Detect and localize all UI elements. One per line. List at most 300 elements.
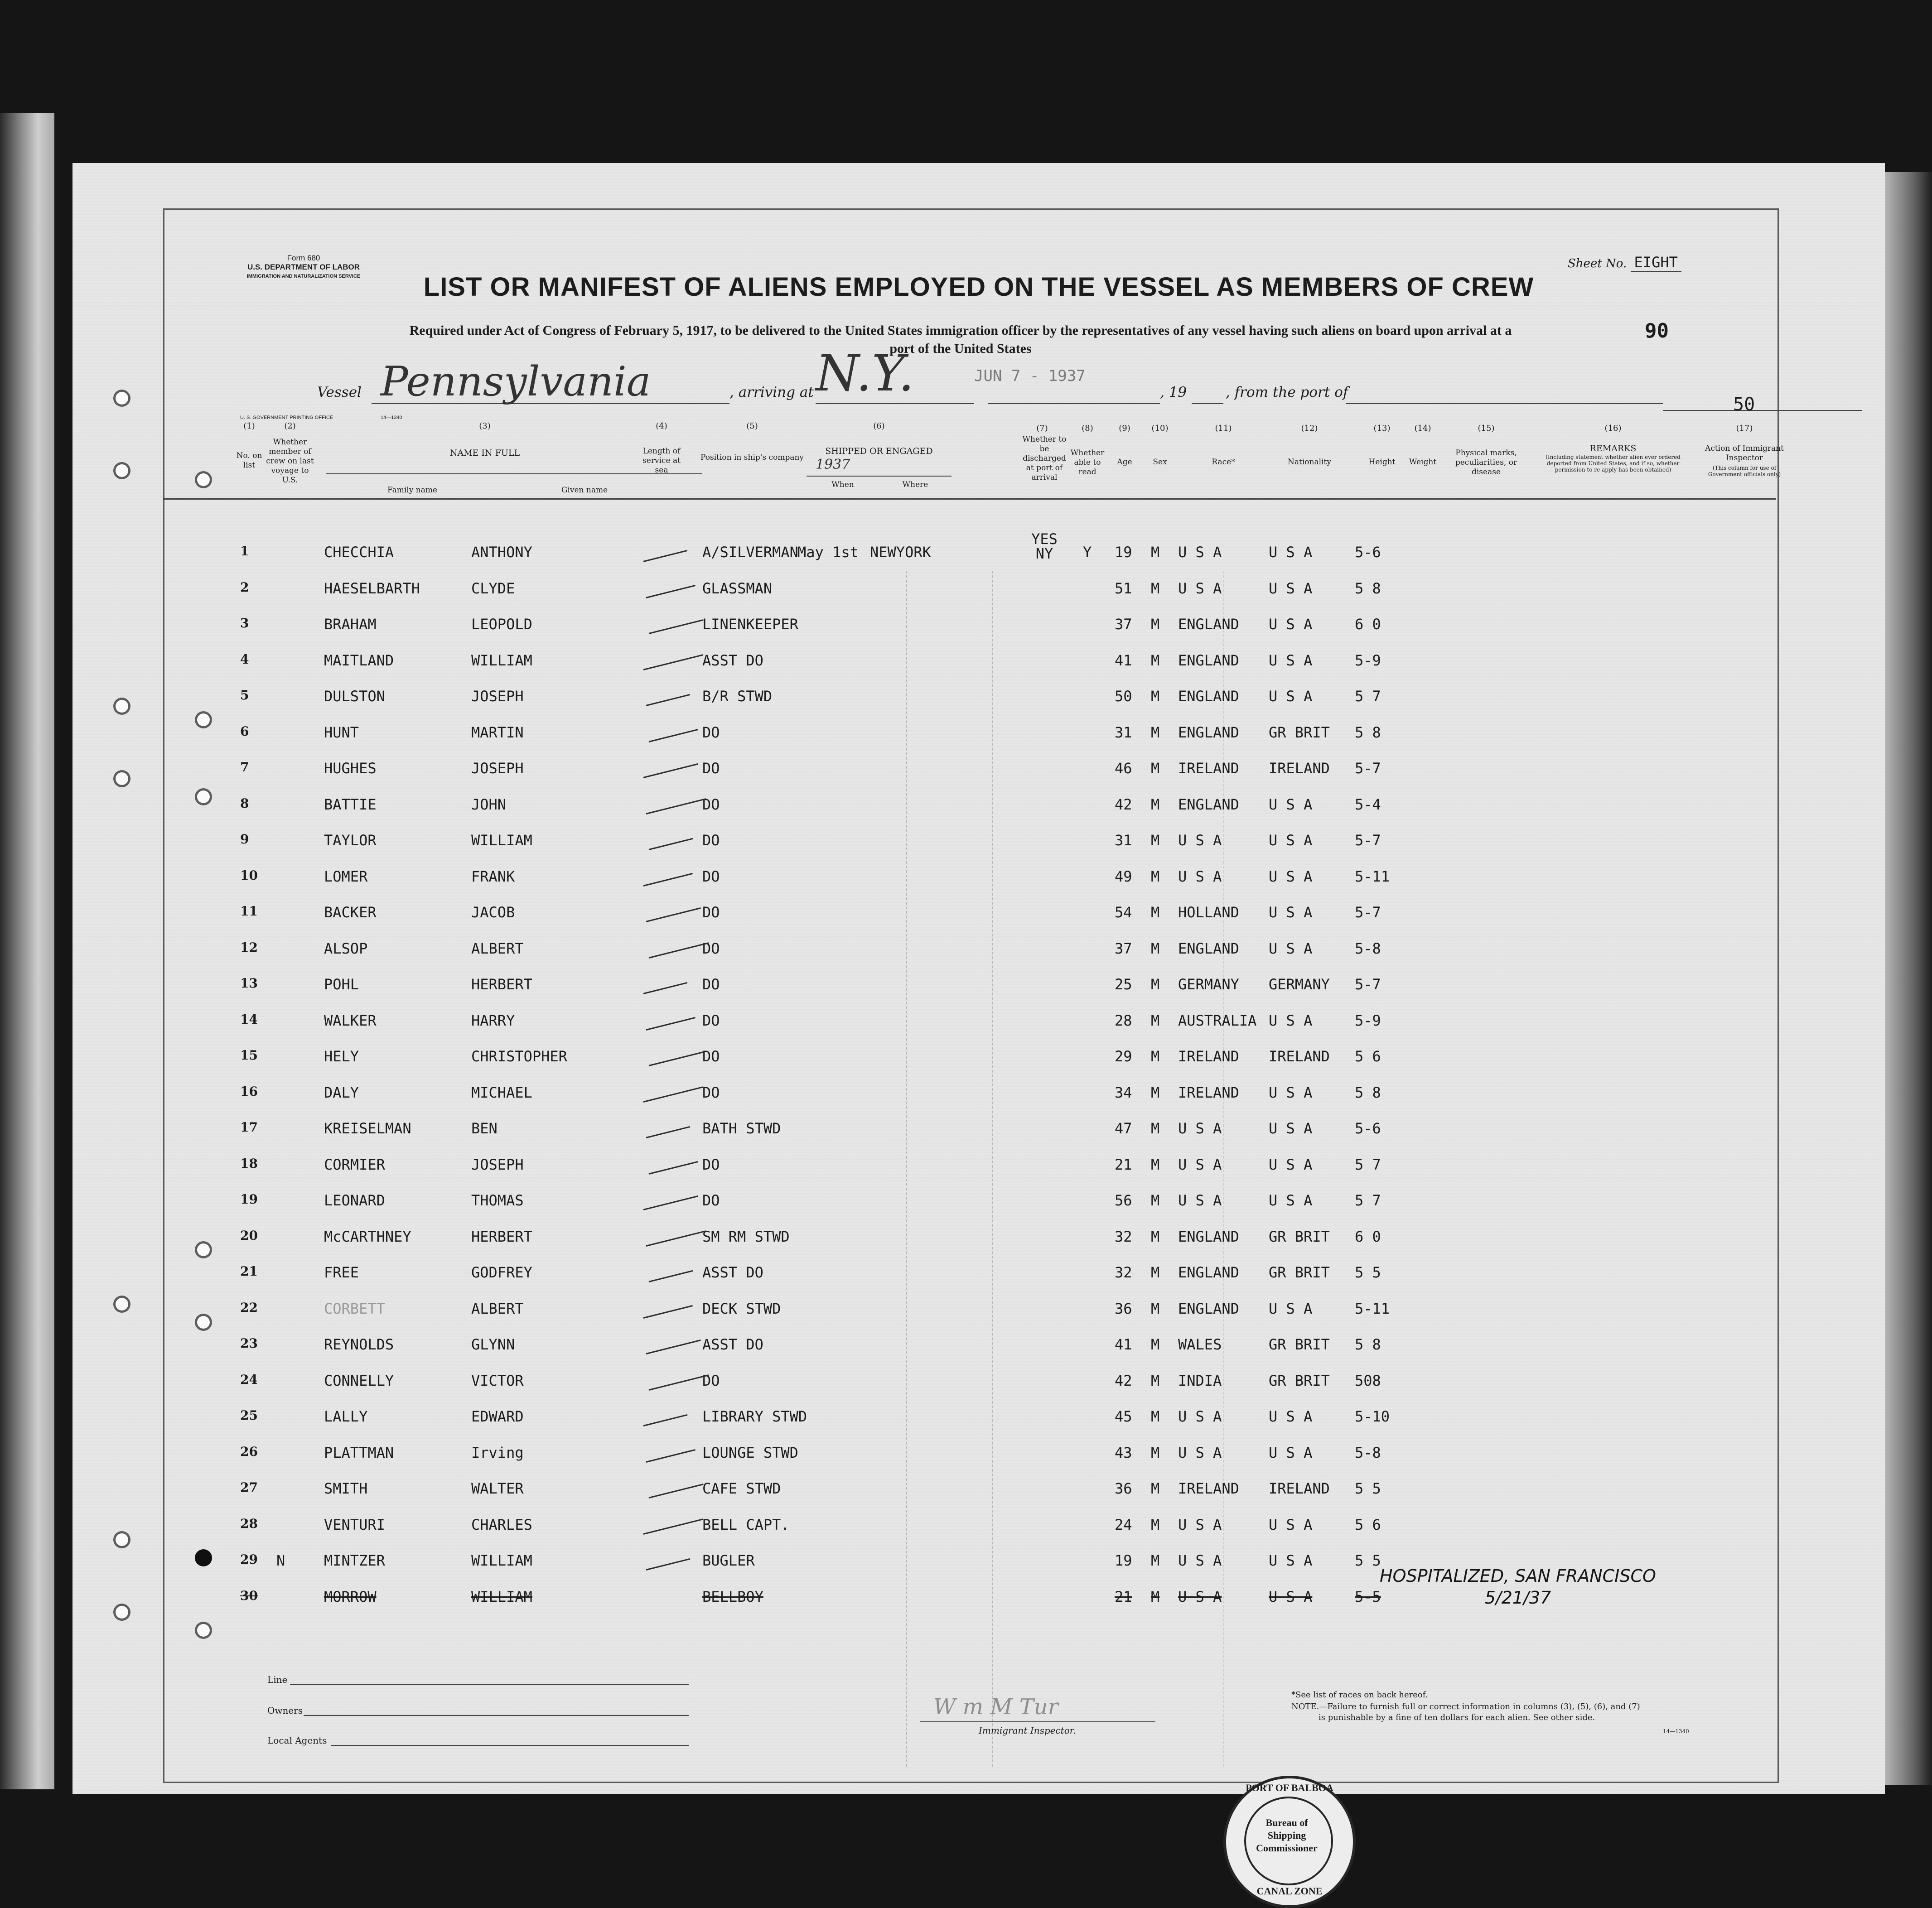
family-name: FREE bbox=[324, 1264, 359, 1281]
height: 5-7 bbox=[1355, 760, 1381, 777]
height: 508 bbox=[1355, 1372, 1381, 1389]
punch-hole bbox=[195, 471, 212, 488]
check-mark bbox=[646, 907, 701, 922]
table-row bbox=[72, 976, 1885, 1007]
nationality: U S A bbox=[1269, 904, 1313, 921]
race: U S A bbox=[1178, 832, 1222, 849]
given-name: WILLIAM bbox=[471, 832, 532, 849]
col-15-label: Physical marks, peculiarities, or disease bbox=[1455, 448, 1517, 477]
check-mark bbox=[643, 1518, 704, 1535]
nationality: IRELAND bbox=[1269, 760, 1330, 777]
nationality: U S A bbox=[1269, 544, 1313, 561]
race: ENGLAND bbox=[1178, 688, 1239, 705]
sheet-number bbox=[1568, 254, 1681, 271]
given-name: ALBERT bbox=[471, 1300, 524, 1317]
col-3-given: Given name bbox=[561, 486, 608, 495]
height: 5 8 bbox=[1355, 1084, 1381, 1101]
nationality: U S A bbox=[1269, 832, 1313, 849]
ship-position: DO bbox=[702, 760, 720, 777]
height: 5 6 bbox=[1355, 1516, 1381, 1533]
ship-position: DO bbox=[702, 1084, 720, 1101]
ship-position: DO bbox=[702, 832, 720, 849]
given-name: ANTHONY bbox=[471, 544, 532, 561]
sex: M bbox=[1151, 1228, 1160, 1245]
ship-position: B/R STWD bbox=[702, 688, 773, 705]
table-row bbox=[72, 760, 1885, 791]
table-row bbox=[72, 1264, 1885, 1296]
ship-position: DO bbox=[702, 1156, 720, 1173]
nationality: GR BRIT bbox=[1269, 1264, 1330, 1281]
punch-hole bbox=[195, 1622, 212, 1639]
sex: M bbox=[1151, 1444, 1160, 1461]
ship-position: BELLBOY bbox=[702, 1588, 763, 1605]
able-to-read: Y bbox=[1083, 544, 1092, 561]
given-name: JOSEPH bbox=[471, 1156, 524, 1173]
ship-position: DO bbox=[702, 904, 720, 921]
height: 5 7 bbox=[1355, 1156, 1381, 1173]
table-row bbox=[72, 1192, 1885, 1224]
col-14-label: Weight bbox=[1409, 458, 1437, 467]
check-mark bbox=[649, 838, 693, 850]
family-name: HAESELBARTH bbox=[324, 579, 420, 597]
check-mark bbox=[643, 1414, 688, 1426]
sex: M bbox=[1151, 832, 1160, 849]
nationality: U S A bbox=[1269, 1192, 1313, 1209]
row-number: 27 bbox=[240, 1480, 258, 1495]
family-name: MORROW bbox=[324, 1588, 377, 1605]
family-name: HUNT bbox=[324, 723, 359, 741]
race: ENGLAND bbox=[1178, 1264, 1239, 1281]
ship-position: DO bbox=[702, 795, 720, 813]
family-name: BATTIE bbox=[324, 795, 377, 813]
height: 5-11 bbox=[1355, 1300, 1390, 1317]
check-mark bbox=[643, 872, 693, 886]
race: U S A bbox=[1178, 1192, 1222, 1209]
nationality: U S A bbox=[1269, 1300, 1313, 1317]
col-13-label: Height bbox=[1368, 458, 1396, 467]
height: 5 8 bbox=[1355, 723, 1381, 741]
nationality: U S A bbox=[1269, 616, 1313, 633]
check-mark bbox=[649, 1484, 704, 1498]
age: 41 bbox=[1115, 651, 1132, 669]
family-name: ALSOP bbox=[324, 940, 368, 957]
table-row bbox=[72, 832, 1885, 863]
race: U S A bbox=[1178, 1408, 1222, 1425]
subtitle-line-2: port of the United States bbox=[889, 341, 1032, 356]
penalty-note-1: NOTE.—Failure to furnish full or correct information in columns (3), (5), (6), and (7) bbox=[1291, 1702, 1640, 1711]
sheet-number-stamp: 90 bbox=[1645, 319, 1669, 342]
height: 5-8 bbox=[1355, 940, 1381, 957]
races-note: *See list of races on back hereof. bbox=[1291, 1690, 1428, 1700]
col-3-family: Family name bbox=[387, 486, 438, 495]
given-name: EDWARD bbox=[471, 1408, 524, 1425]
col-10-num: (10) bbox=[1151, 424, 1169, 433]
age: 42 bbox=[1115, 1372, 1132, 1389]
remark-line-2: 5/21/37 bbox=[1484, 1588, 1551, 1608]
race: U S A bbox=[1178, 1120, 1222, 1137]
race: ENGLAND bbox=[1178, 1300, 1239, 1317]
given-name: GLYNN bbox=[471, 1336, 515, 1353]
race: HOLLAND bbox=[1178, 904, 1239, 921]
punch-hole bbox=[113, 390, 130, 407]
age: 29 bbox=[1115, 1048, 1132, 1065]
given-name: WILLIAM bbox=[471, 1552, 532, 1569]
height: 5-7 bbox=[1355, 904, 1381, 921]
col-4-num: (4) bbox=[656, 421, 667, 431]
col-16-num: (16) bbox=[1604, 424, 1622, 433]
table-row bbox=[72, 1336, 1885, 1368]
table-row bbox=[72, 688, 1885, 719]
race: INDIA bbox=[1178, 1372, 1222, 1389]
ship-position: LIBRARY STWD bbox=[702, 1408, 807, 1425]
col-11-label: Race* bbox=[1212, 458, 1235, 467]
seal-middle-text: Bureau of Shipping Commissioner bbox=[1256, 1817, 1318, 1854]
given-name: MICHAEL bbox=[471, 1084, 532, 1101]
ship-position: SM RM STWD bbox=[702, 1228, 790, 1245]
col-17-num: (17) bbox=[1736, 424, 1753, 433]
race: IRELAND bbox=[1178, 1480, 1239, 1497]
family-name: TAYLOR bbox=[324, 832, 377, 849]
age: 25 bbox=[1115, 976, 1132, 993]
table-row bbox=[72, 1372, 1885, 1404]
table-row bbox=[72, 1156, 1885, 1188]
ship-position: DO bbox=[702, 1372, 720, 1389]
nationality: U S A bbox=[1269, 940, 1313, 957]
row-number: 28 bbox=[240, 1516, 258, 1531]
nationality: GR BRIT bbox=[1269, 723, 1330, 741]
ship-position: DO bbox=[702, 1048, 720, 1065]
age: 32 bbox=[1115, 1264, 1132, 1281]
race: U S A bbox=[1178, 1156, 1222, 1173]
owners-label: Owners bbox=[267, 1705, 303, 1716]
sex: M bbox=[1151, 1336, 1160, 1353]
age: 19 bbox=[1115, 544, 1132, 561]
sex: M bbox=[1151, 1048, 1160, 1065]
table-row bbox=[72, 940, 1885, 972]
ship-position: DO bbox=[702, 867, 720, 885]
check-mark bbox=[646, 1449, 696, 1462]
height: 5-9 bbox=[1355, 1012, 1381, 1029]
footer-code: 14—1340 bbox=[1663, 1728, 1689, 1735]
age: 54 bbox=[1115, 904, 1132, 921]
sex: M bbox=[1151, 723, 1160, 741]
sex: M bbox=[1151, 1516, 1160, 1533]
row-number: 23 bbox=[240, 1336, 258, 1351]
family-name: BRAHAM bbox=[324, 616, 377, 633]
ship-position: GLASSMAN bbox=[702, 579, 773, 597]
col-2-label: Whether member of crew on last voyage to U.S. bbox=[266, 438, 314, 485]
given-name: JACOB bbox=[471, 904, 515, 921]
row-number: 10 bbox=[240, 867, 258, 883]
given-name: MARTIN bbox=[471, 723, 524, 741]
department-name: U.S. DEPARTMENT OF LABOR bbox=[247, 263, 360, 271]
given-name: JOSEPH bbox=[471, 688, 524, 705]
col-16-detail: (Including statement whether alien ever ordered deported from United States, and if so, whether permission to re-apply has been obtained) bbox=[1546, 454, 1681, 473]
age: 32 bbox=[1115, 1228, 1132, 1245]
nationality: U S A bbox=[1269, 1084, 1313, 1101]
height: 5 5 bbox=[1355, 1552, 1381, 1569]
family-name: KREISELMAN bbox=[324, 1120, 411, 1137]
age: 50 bbox=[1115, 688, 1132, 705]
col-2-num: (2) bbox=[284, 421, 296, 431]
check-mark bbox=[643, 1086, 704, 1103]
shipped-when: May 1st bbox=[797, 544, 859, 561]
remark-line-1: HOSPITALIZED, SAN FRANCISCO bbox=[1380, 1566, 1656, 1586]
sex: M bbox=[1151, 544, 1160, 561]
inspector-label: Immigrant Inspector. bbox=[979, 1725, 1076, 1736]
age: 36 bbox=[1115, 1300, 1132, 1317]
table-row bbox=[72, 1300, 1885, 1332]
family-name: CORMIER bbox=[324, 1156, 385, 1173]
sex: M bbox=[1151, 867, 1160, 885]
table-row bbox=[72, 616, 1885, 647]
given-name: VICTOR bbox=[471, 1372, 524, 1389]
row-number: 22 bbox=[240, 1300, 258, 1315]
col-3-num: (3) bbox=[479, 421, 491, 431]
check-mark bbox=[649, 942, 709, 959]
age: 43 bbox=[1115, 1444, 1132, 1461]
sex: M bbox=[1151, 760, 1160, 777]
seal-top-text: PORT OF BALBOA bbox=[1246, 1782, 1333, 1793]
family-name: CORBETT bbox=[324, 1300, 385, 1317]
sex: M bbox=[1151, 1264, 1160, 1281]
vessel-label: Vessel bbox=[317, 384, 362, 400]
check-mark bbox=[649, 1161, 698, 1174]
age: 31 bbox=[1115, 723, 1132, 741]
sex: M bbox=[1151, 1120, 1160, 1137]
height: 5 8 bbox=[1355, 1336, 1381, 1353]
race: IRELAND bbox=[1178, 760, 1239, 777]
check-mark bbox=[646, 1558, 691, 1571]
sex: M bbox=[1151, 1084, 1160, 1101]
col-12-num: (12) bbox=[1301, 424, 1318, 433]
row-number: 4 bbox=[240, 651, 249, 667]
col-5-label: Position in ship's company bbox=[700, 453, 804, 462]
row-number: 26 bbox=[240, 1444, 258, 1459]
margin-number: 50 bbox=[1733, 394, 1755, 415]
row-number: 2 bbox=[240, 579, 249, 595]
subtitle-line-1: Required under Act of Congress of February 5, 1917, to be delivered to the United States immigration officer by the representatives of any vessel having such aliens on board upon arrival at a bbox=[409, 323, 1512, 338]
check-mark bbox=[643, 550, 688, 562]
check-mark bbox=[649, 728, 698, 742]
agents-label: Local Agents bbox=[267, 1735, 327, 1746]
inspector-signature: W m M Tur bbox=[933, 1694, 1058, 1720]
family-name: MAITLAND bbox=[324, 651, 394, 669]
nationality: U S A bbox=[1269, 1552, 1313, 1569]
family-name: McCARTHNEY bbox=[324, 1228, 411, 1245]
ship-position: BATH STWD bbox=[702, 1120, 781, 1137]
printing-office: U. S. GOVERNMENT PRINTING OFFICE bbox=[240, 415, 333, 420]
nationality: U S A bbox=[1269, 795, 1313, 813]
nationality: GR BRIT bbox=[1269, 1372, 1330, 1389]
punch-hole bbox=[113, 462, 130, 479]
family-name: VENTURI bbox=[324, 1516, 385, 1533]
col-6-num: (6) bbox=[873, 421, 885, 431]
row-number: 9 bbox=[240, 832, 249, 847]
ship-position: LOUNGE STWD bbox=[702, 1444, 798, 1461]
row-number: 21 bbox=[240, 1264, 258, 1279]
check-mark bbox=[649, 1374, 709, 1391]
given-name: LEOPOLD bbox=[471, 616, 532, 633]
check-mark bbox=[643, 763, 698, 778]
height: 5-7 bbox=[1355, 832, 1381, 849]
row-number: 3 bbox=[240, 616, 249, 631]
nationality: U S A bbox=[1269, 1588, 1313, 1605]
scan-edge-right bbox=[1882, 172, 1932, 1785]
given-name: WILLIAM bbox=[471, 1588, 532, 1605]
table-row bbox=[72, 1120, 1885, 1152]
height: 5-9 bbox=[1355, 651, 1381, 669]
family-name: CHECCHIA bbox=[324, 544, 394, 561]
row-number: 6 bbox=[240, 723, 249, 739]
sheet-value: EIGHT bbox=[1631, 254, 1681, 272]
height: 5-5 bbox=[1355, 1588, 1381, 1605]
row-number: 17 bbox=[240, 1120, 258, 1135]
race: ENGLAND bbox=[1178, 1228, 1239, 1245]
row-number: 15 bbox=[240, 1048, 258, 1063]
height: 5-6 bbox=[1355, 544, 1381, 561]
sex: M bbox=[1151, 1156, 1160, 1173]
age: 49 bbox=[1115, 867, 1132, 885]
sex: M bbox=[1151, 1552, 1160, 1569]
check-mark bbox=[646, 694, 691, 706]
family-name: BACKER bbox=[324, 904, 377, 921]
age: 56 bbox=[1115, 1192, 1132, 1209]
row-number: 7 bbox=[240, 760, 249, 775]
col-9-label: Age bbox=[1117, 458, 1132, 467]
col-14-num: (14) bbox=[1414, 424, 1431, 433]
family-name: LOMER bbox=[324, 867, 368, 885]
subtitle bbox=[263, 322, 1658, 358]
seal-bottom-text: CANAL ZONE bbox=[1256, 1885, 1323, 1897]
check-mark bbox=[649, 619, 704, 634]
family-name: REYNOLDS bbox=[324, 1336, 394, 1353]
row-number: 5 bbox=[240, 688, 249, 703]
family-name: MINTZER bbox=[324, 1552, 385, 1569]
row-number: 16 bbox=[240, 1084, 258, 1099]
race: U S A bbox=[1178, 1552, 1222, 1569]
age: 31 bbox=[1115, 832, 1132, 849]
row-number: 1 bbox=[240, 544, 249, 559]
age: 42 bbox=[1115, 795, 1132, 813]
nationality: GR BRIT bbox=[1269, 1228, 1330, 1245]
hospitalized-remark bbox=[1323, 1565, 1713, 1609]
table-row bbox=[72, 868, 1885, 900]
printing-code: 14—1340 bbox=[381, 415, 402, 420]
table-row bbox=[72, 1048, 1885, 1079]
col-8-label: Whether able to read bbox=[1070, 448, 1105, 477]
sheet-label: Sheet No. bbox=[1568, 257, 1627, 270]
ship-position: BUGLER bbox=[702, 1552, 755, 1569]
sex: M bbox=[1151, 904, 1160, 921]
family-name: POHL bbox=[324, 976, 359, 993]
check-mark bbox=[646, 1017, 696, 1030]
check-mark bbox=[646, 1230, 706, 1247]
height: 5-6 bbox=[1355, 1120, 1381, 1137]
row-number: 25 bbox=[240, 1408, 258, 1423]
given-name: BEN bbox=[471, 1120, 497, 1137]
age: 36 bbox=[1115, 1480, 1132, 1497]
age: 19 bbox=[1115, 1552, 1132, 1569]
col-6-when: When bbox=[831, 480, 854, 489]
family-name: DULSTON bbox=[324, 688, 385, 705]
col-6-where: Where bbox=[902, 480, 928, 489]
age: 24 bbox=[1115, 1516, 1132, 1533]
sex: M bbox=[1151, 651, 1160, 669]
check-mark bbox=[643, 654, 704, 670]
row-number: 12 bbox=[240, 940, 258, 955]
col-9-num: (9) bbox=[1119, 424, 1130, 433]
nationality: U S A bbox=[1269, 1408, 1313, 1425]
height: 5-7 bbox=[1355, 976, 1381, 993]
ship-position: ASST DO bbox=[702, 1336, 763, 1353]
table-row bbox=[72, 1480, 1885, 1512]
row-number: 18 bbox=[240, 1156, 258, 1171]
form-number: Form 680 bbox=[287, 254, 320, 262]
sex: M bbox=[1151, 1588, 1160, 1605]
sex: M bbox=[1151, 1480, 1160, 1497]
family-name: DALY bbox=[324, 1084, 359, 1101]
col-8-num: (8) bbox=[1082, 424, 1093, 433]
age: 41 bbox=[1115, 1336, 1132, 1353]
check-mark bbox=[646, 1339, 701, 1354]
penalty-note-2: is punishable by a fine of ten dollars for each alien. See other side. bbox=[1319, 1713, 1595, 1722]
nationality: U S A bbox=[1269, 651, 1313, 669]
date-stamp: JUN 7 - 1937 bbox=[974, 367, 1086, 385]
given-name: WALTER bbox=[471, 1480, 524, 1497]
ship-position: DO bbox=[702, 976, 720, 993]
row-number: 29 bbox=[240, 1552, 258, 1567]
table-row bbox=[72, 1408, 1885, 1440]
port-of-balboa-seal bbox=[1223, 1776, 1356, 1908]
arrival-port: N.Y. bbox=[816, 344, 914, 402]
col-17-detail: (This column for use of Government officials only) bbox=[1708, 465, 1781, 477]
check-mark bbox=[649, 1051, 704, 1066]
col-1-label: No. on list bbox=[236, 451, 262, 470]
height: 6 0 bbox=[1355, 616, 1381, 633]
age: 34 bbox=[1115, 1084, 1132, 1101]
race: U S A bbox=[1178, 1516, 1222, 1533]
race: U S A bbox=[1178, 1444, 1222, 1461]
given-name: JOSEPH bbox=[471, 760, 524, 777]
service-name: IMMIGRATION AND NATURALIZATION SERVICE bbox=[246, 274, 361, 279]
col-11-num: (11) bbox=[1215, 424, 1232, 433]
race: ENGLAND bbox=[1178, 723, 1239, 741]
given-name: JOHN bbox=[471, 795, 507, 813]
height: 5-11 bbox=[1355, 867, 1390, 885]
col-13-num: (13) bbox=[1373, 424, 1391, 433]
family-name: LALLY bbox=[324, 1408, 368, 1425]
family-name: HUGHES bbox=[324, 760, 377, 777]
race: IRELAND bbox=[1178, 1048, 1239, 1065]
ship-position: CAFE STWD bbox=[702, 1480, 781, 1497]
nationality: IRELAND bbox=[1269, 1048, 1330, 1065]
given-name: HERBERT bbox=[471, 976, 532, 993]
row-number: 8 bbox=[240, 795, 249, 811]
race: U S A bbox=[1178, 579, 1222, 597]
row-number: 24 bbox=[240, 1372, 258, 1387]
check-mark bbox=[649, 1270, 693, 1282]
given-name: Irving bbox=[471, 1444, 524, 1461]
row-number: 13 bbox=[240, 976, 258, 991]
ship-position: ASST DO bbox=[702, 651, 763, 669]
family-name: WALKER bbox=[324, 1012, 377, 1029]
given-name: HARRY bbox=[471, 1012, 515, 1029]
page-title: LIST OR MANIFEST OF ALIENS EMPLOYED ON THE VESSEL AS MEMBERS OF CREW bbox=[423, 272, 1534, 302]
sex: M bbox=[1151, 976, 1160, 993]
given-name: HERBERT bbox=[471, 1228, 532, 1245]
col-6-label: SHIPPED OR ENGAGED bbox=[825, 446, 933, 456]
